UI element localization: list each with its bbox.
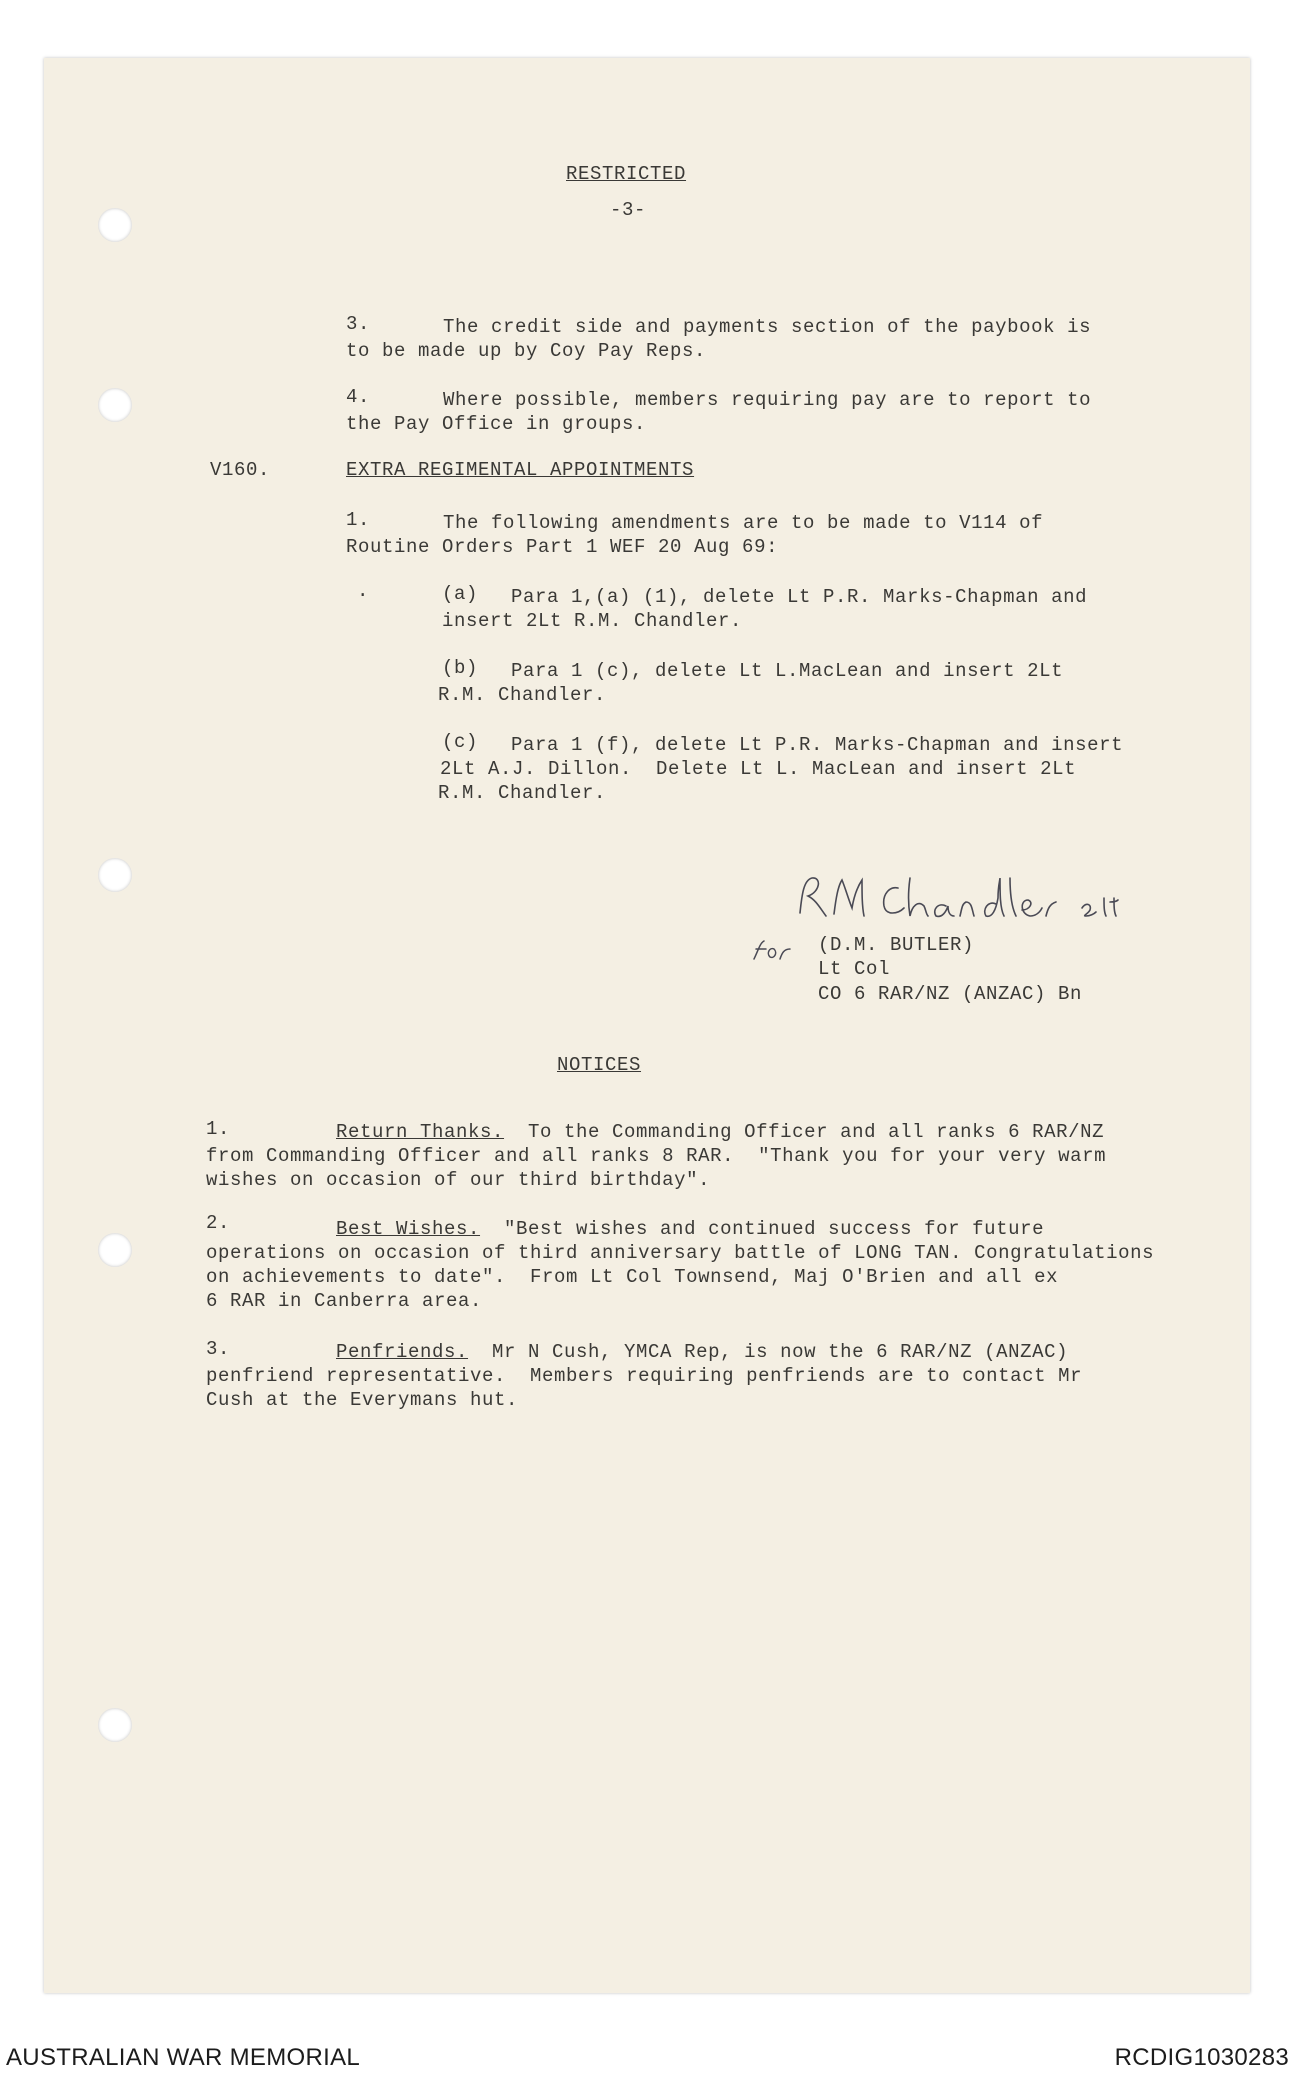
- paragraph-line: R.M. Chandler.: [438, 782, 607, 804]
- notices-heading: NOTICES: [557, 1054, 642, 1076]
- punch-hole: [98, 208, 132, 242]
- notice-title: Return Thanks.: [336, 1121, 505, 1143]
- item-number: 3.: [346, 313, 371, 335]
- notice-line: on achievements to date". From Lt Col Townsend, Maj O'Brien and all ex: [206, 1266, 1059, 1288]
- notice-text: To the Commanding Officer and all ranks 6 RAR/NZ: [504, 1121, 1105, 1143]
- sub-item-label: (a): [442, 583, 479, 605]
- notice-line: operations on occasion of third anniversary battle of LONG TAN. Congratulations: [206, 1242, 1155, 1264]
- punch-hole: [98, 388, 132, 422]
- paragraph-line: the Pay Office in groups.: [346, 413, 647, 435]
- notice-line: [336, 1217, 1044, 1241]
- paragraph-line: The following amendments are to be made to V114 of: [443, 512, 1044, 534]
- classification-heading: RESTRICTED: [566, 163, 687, 185]
- notice-line: 6 RAR in Canberra area.: [206, 1290, 483, 1312]
- footer-source: AUSTRALIAN WAR MEMORIAL: [6, 2044, 361, 2071]
- paragraph-line: insert 2Lt R.M. Chandler.: [442, 610, 743, 632]
- handwritten-signature: [790, 868, 1150, 938]
- footer-id: RCDIG1030283: [1114, 2044, 1289, 2071]
- notice-line: wishes on occasion of our third birthday".: [206, 1169, 711, 1191]
- notice-line: [336, 1340, 1068, 1364]
- item-number: 4.: [346, 386, 371, 408]
- notice-line: Cush at the Everymans hut.: [206, 1389, 519, 1411]
- paragraph-line: The credit side and payments section of the paybook is: [443, 316, 1092, 338]
- bullet-mark: ·: [357, 584, 370, 606]
- signatory-name: (D.M. BUTLER): [818, 934, 975, 956]
- punch-hole: [98, 1233, 132, 1267]
- paragraph-line: Where possible, members requiring pay are to report to: [443, 389, 1092, 411]
- notice-number: 2.: [206, 1212, 231, 1234]
- sub-item-label: (c): [442, 731, 479, 753]
- sub-item-label: (b): [442, 657, 479, 679]
- signatory-unit: CO 6 RAR/NZ (ANZAC) Bn: [818, 983, 1083, 1005]
- paragraph-line: Routine Orders Part 1 WEF 20 Aug 69:: [346, 536, 779, 558]
- notice-number: 3.: [206, 1338, 231, 1360]
- paragraph-line: to be made up by Coy Pay Reps.: [346, 340, 707, 362]
- paragraph-line: Para 1 (f), delete Lt P.R. Marks-Chapman and insert: [511, 734, 1124, 756]
- order-code: V160.: [210, 459, 271, 481]
- notice-line: from Commanding Officer and all ranks 8 RAR. "Thank you for your very warm: [206, 1145, 1107, 1167]
- signatory-rank: Lt Col: [818, 958, 891, 980]
- notice-number: 1.: [206, 1118, 231, 1140]
- notice-title: Best Wishes.: [336, 1218, 481, 1240]
- item-number: 1.: [346, 509, 371, 531]
- notice-text: "Best wishes and continued success for future: [480, 1218, 1045, 1240]
- paragraph-line: Para 1 (c), delete Lt L.MacLean and insert 2Lt: [511, 660, 1064, 682]
- paragraph-line: 2Lt A.J. Dillon. Delete Lt L. MacLean and insert 2Lt: [440, 758, 1077, 780]
- order-title: EXTRA REGIMENTAL APPOINTMENTS: [346, 459, 695, 481]
- punch-hole: [98, 858, 132, 892]
- notice-text: Mr N Cush, YMCA Rep, is now the 6 RAR/NZ (ANZAC): [468, 1341, 1069, 1363]
- page-number: -3-: [610, 199, 647, 221]
- notice-title: Penfriends.: [336, 1341, 469, 1363]
- notice-line: penfriend representative. Members requiring penfriends are to contact Mr: [206, 1365, 1083, 1387]
- punch-hole: [98, 1708, 132, 1742]
- paragraph-line: R.M. Chandler.: [438, 684, 607, 706]
- notice-line: [336, 1120, 1104, 1144]
- for-mark: [748, 935, 808, 971]
- paragraph-line: Para 1,(a) (1), delete Lt P.R. Marks-Chapman and: [511, 586, 1088, 608]
